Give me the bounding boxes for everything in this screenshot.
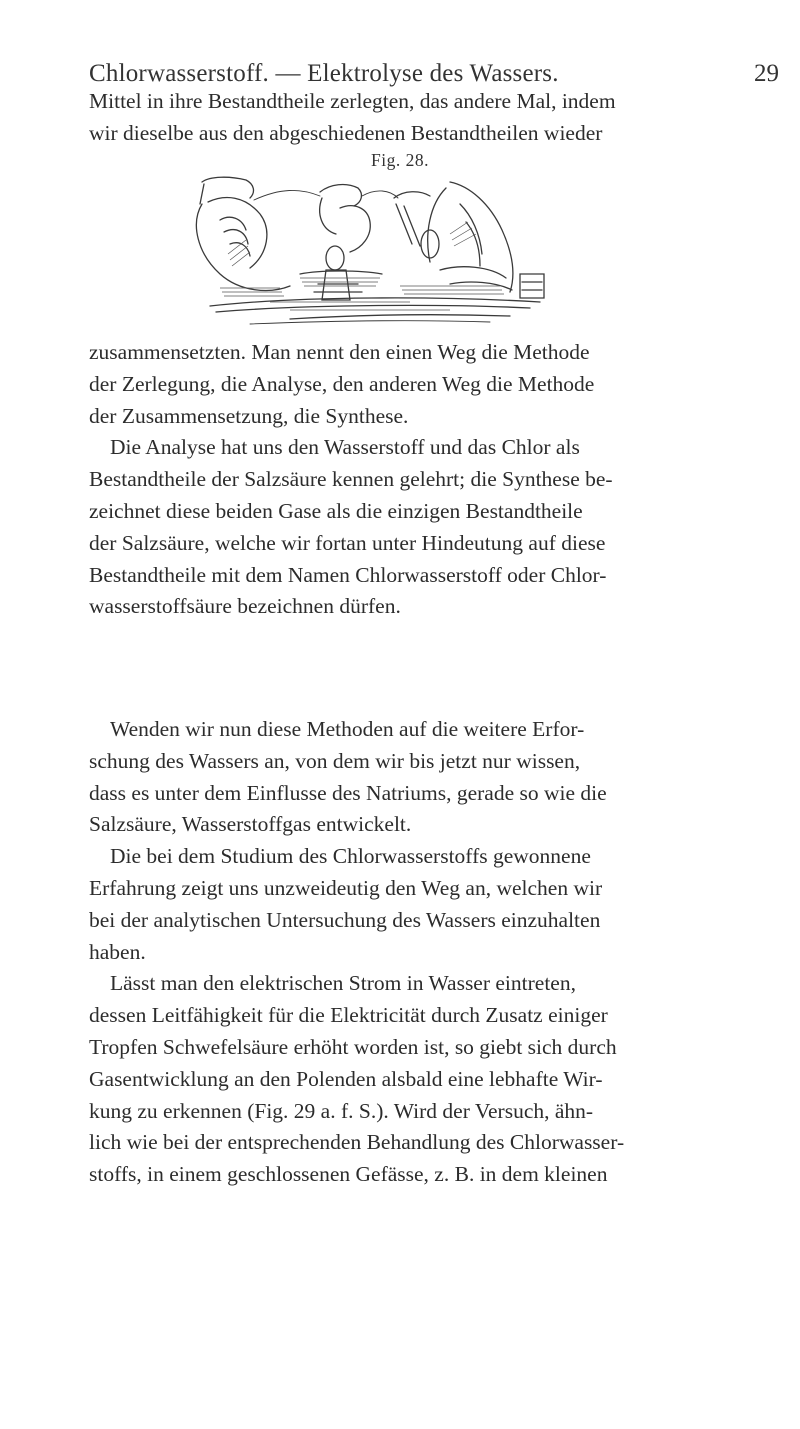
text-line: Tropfen Schwefelsäure erhöht worden ist, so giebt sich durch [89,1034,617,1059]
text-line: dass es unter dem Einflusse des Natriums, gerade so wie die [89,780,607,805]
text-line: Bestandtheile der Salzsäure kennen gelehrt; die Synthese be- [89,467,613,492]
text-line: Die bei dem Studium des Chlorwasserstoffs gewonnene [110,844,591,869]
text-line: der Zusammensetzung, die Synthese. [89,403,409,428]
text-line: der Zerlegung, die Analyse, den anderen Weg die Methode [89,371,595,396]
text-line: Gasentwicklung an den Polenden alsbald eine lebhafte Wir- [89,1066,603,1091]
figure-caption: Fig. 28. [371,150,429,170]
text-line: kung zu erkennen (Fig. 29 a. f. S.). Wird der Versuch, ähn- [89,1098,594,1123]
electrolysis-apparatus-engraving [150,174,595,326]
text-line: zusammensetzten. Man nennt den einen Weg die Methode [89,340,590,364]
text-line: haben. [89,939,146,964]
page-number: 29 [754,60,779,87]
text-line: Salzsäure, Wasserstoffgas entwickelt. [89,812,412,837]
paragraph-3 [89,714,721,1191]
text-line: bei der analytischen Untersuchung des Wassers einzuhalten [89,907,601,932]
text-line: Mittel in ihre Bestandtheile zerlegten, das andere Mal, indem [89,89,616,113]
paragraph-1 [89,86,721,150]
text-line: der Salzsäure, welche wir fortan unter Hindeutung auf diese [89,530,606,555]
figure-illustration [150,174,595,326]
text-line: Bestandtheile mit dem Namen Chlorwasserstoff oder Chlor- [89,562,607,587]
text-line: wasserstoffsäure bezeichnen dürfen. [89,594,401,619]
text-line: zeichnet diese beiden Gase als die einzigen Bestandtheile [89,498,583,523]
text-line: dessen Leitfähigkeit für die Elektricität durch Zusatz einiger [89,1003,608,1028]
text-line: Wenden wir nun diese Methoden auf die weitere Erfor- [110,717,585,741]
text-line: Erfahrung zeigt uns unzweideutig den Weg an, welchen wir [89,875,603,900]
running-title: Chlorwasserstoff. — Elektrolyse des Wassers. [89,60,559,87]
paragraph-2 [89,337,721,623]
text-line: Die Analyse hat uns den Wasserstoff und das Chlor als [110,435,580,460]
text-line: lich wie bei der entsprechenden Behandlung des Chlorwasser- [89,1130,625,1155]
text-line: wir dieselbe aus den abgeschiedenen Bestandtheilen wieder [89,120,603,145]
text-line: schung des Wassers an, von dem wir bis jetzt nur wissen, [89,748,581,773]
text-line: stoffs, in einem geschlossenen Gefässe, z. B. in dem kleinen [89,1162,608,1187]
text-line: Lässt man den elektrischen Strom in Wasser eintreten, [110,971,576,996]
